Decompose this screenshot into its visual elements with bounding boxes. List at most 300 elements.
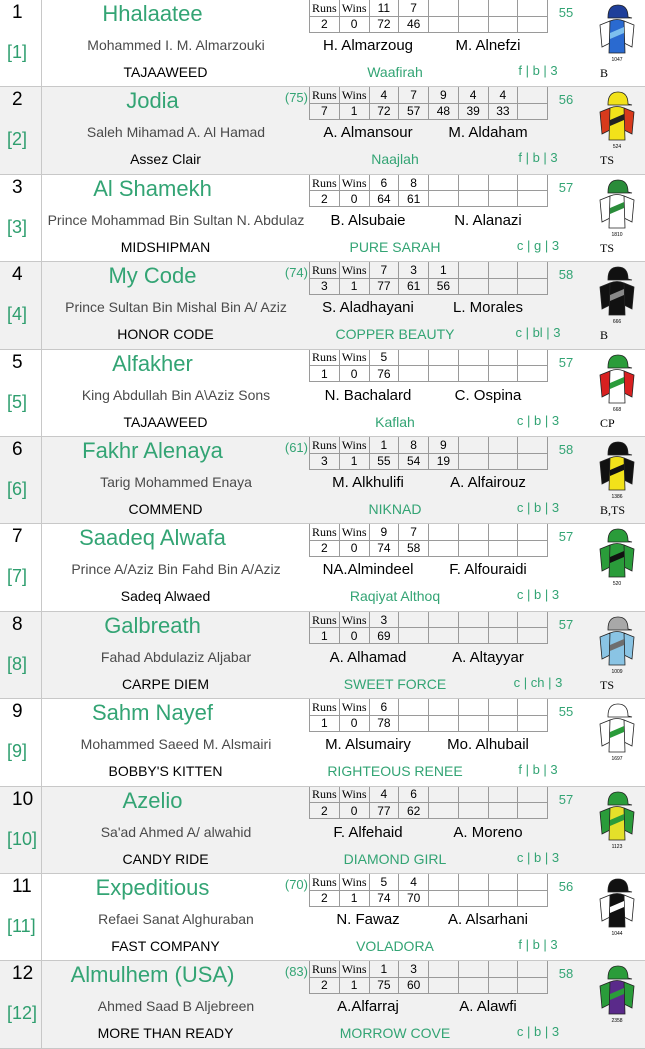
rating-cell: 54 — [399, 453, 429, 469]
position-cell: 9 — [429, 87, 459, 103]
trainer-name: M. Alkhulifi — [332, 474, 404, 491]
wins-label: Wins — [339, 961, 369, 977]
runner-row — [0, 350, 645, 437]
rating-cell — [399, 715, 429, 731]
weight: 55 — [558, 704, 574, 720]
runs-label: Runs — [310, 961, 340, 977]
runner-row — [0, 874, 645, 961]
silks-left-sleeve — [600, 633, 610, 659]
number-column — [0, 262, 42, 348]
dam-name: MORROW COVE — [339, 1025, 451, 1042]
sire-name: HONOR CODE — [117, 326, 214, 343]
position-cell — [399, 350, 429, 366]
silks-left-sleeve — [600, 458, 610, 484]
rating-cell: 77 — [369, 803, 399, 819]
silks-cap — [608, 529, 632, 542]
stats-header-row — [310, 262, 548, 278]
rating-cell — [458, 628, 488, 644]
weight: 57 — [558, 616, 574, 632]
rating-cell — [429, 977, 459, 993]
runs-label: Runs — [310, 350, 340, 366]
silks-left-sleeve — [600, 808, 610, 834]
draw-number: [9] — [7, 741, 28, 762]
rating-cell: 74 — [369, 540, 399, 556]
runner-number: 12 — [12, 963, 34, 985]
position-cell — [458, 699, 488, 715]
rating-cell — [429, 16, 459, 32]
runs-label: Runs — [310, 524, 340, 540]
trainer-name: NA.Almindeel — [322, 561, 414, 579]
rating-cell: 19 — [429, 453, 459, 469]
horse-name[interactable]: My Code — [108, 263, 197, 289]
sire-name: Sadeq Alwaed — [120, 588, 211, 605]
position-cell: 3 — [369, 612, 399, 628]
wins-label: Wins — [339, 0, 369, 16]
position-cell: 6 — [369, 175, 399, 191]
jockey-silks-icon — [596, 877, 638, 937]
wins-value: 1 — [339, 278, 369, 294]
position-cell — [488, 175, 518, 191]
rating-cell: 76 — [369, 366, 399, 382]
silks-right-sleeve — [624, 545, 634, 571]
silks-right-sleeve — [624, 982, 634, 1008]
position-cell: 4 — [488, 87, 518, 103]
position-cell — [429, 961, 459, 977]
position-cell — [518, 437, 548, 453]
runs-label: Runs — [310, 262, 340, 278]
rating-cell — [518, 890, 548, 906]
rating-cell — [488, 191, 518, 207]
position-cell: 3 — [399, 961, 429, 977]
draw-number: [6] — [7, 479, 28, 499]
trainer-name: A. Almansour — [323, 124, 413, 142]
position-cell — [488, 787, 518, 803]
wins-value: 0 — [339, 803, 369, 819]
runs-wins-table — [309, 699, 548, 732]
rating-cell: 69 — [369, 628, 399, 644]
silks-number: 1697 — [611, 756, 623, 763]
owner-name: Mohammed I. M. Almarzouki — [87, 37, 265, 53]
stats-header-row — [310, 350, 548, 366]
rating-cell — [458, 453, 488, 469]
wins-value: 0 — [339, 191, 369, 207]
weight: 57 — [558, 179, 574, 195]
draw-number: [10] — [7, 828, 38, 849]
wins-label: Wins — [339, 787, 369, 803]
wins-label: Wins — [339, 87, 369, 103]
position-cell — [429, 524, 459, 540]
jockey-silks-icon — [596, 964, 638, 1024]
rating-cell — [458, 16, 488, 32]
jockey-silks-icon — [596, 702, 638, 762]
sire-name: MORE THAN READY — [97, 1025, 234, 1042]
position-cell: 8 — [399, 175, 429, 191]
stats-value-row — [310, 803, 548, 819]
stats-header-row — [310, 961, 548, 977]
horse-name[interactable]: Saadeq Alwafa — [79, 525, 226, 551]
dam-name: Kaflah — [375, 413, 415, 430]
rating-cell — [518, 278, 548, 294]
silks-number: 1044 — [611, 931, 623, 937]
draw-number: [3] — [7, 216, 28, 237]
position-cell — [488, 262, 518, 278]
silks-left-sleeve — [600, 982, 610, 1008]
rating-cell: 74 — [369, 890, 399, 906]
stats-value-row — [310, 366, 548, 382]
runner-row — [0, 961, 645, 1048]
horse-name[interactable]: Sahm Nayef — [91, 700, 214, 726]
trainer-name: N. Bachalard — [324, 386, 412, 404]
silks-cap — [608, 792, 632, 805]
position-cell — [458, 262, 488, 278]
position-cell — [488, 961, 518, 977]
weight: 56 — [558, 879, 574, 894]
wins-value: 0 — [339, 628, 369, 644]
runner-number: 3 — [12, 176, 23, 198]
silks-right-sleeve — [624, 21, 634, 47]
equipment: CP — [600, 415, 615, 430]
position-cell: 4 — [399, 874, 429, 890]
silks-cap — [608, 966, 632, 979]
rating-cell — [458, 191, 488, 207]
rating-cell — [458, 803, 488, 819]
equipment: B,TS — [600, 503, 626, 517]
position-cell: 9 — [369, 524, 399, 540]
jockey-silks-icon — [596, 353, 638, 413]
silks-number: 1810 — [611, 231, 623, 238]
wins-label: Wins — [339, 699, 369, 715]
horse-name[interactable]: Fakhr Alenaya — [82, 438, 223, 463]
trainer-name: A.Alfarraj — [337, 998, 399, 1016]
runs-value: 2 — [310, 803, 340, 819]
rating-cell — [518, 191, 548, 207]
runs-wins-table — [309, 787, 548, 820]
draw-number: [12] — [7, 1003, 38, 1024]
position-cell — [488, 350, 518, 366]
rating-cell — [518, 803, 548, 819]
rating-cell — [429, 540, 459, 556]
rating-cell: 60 — [399, 977, 429, 993]
position-cell: 1 — [369, 961, 399, 977]
runs-value: 7 — [310, 103, 340, 119]
jockey-silks-icon — [596, 440, 638, 500]
rating-cell — [458, 977, 488, 993]
rating-cell — [429, 715, 459, 731]
rating-cell: 33 — [488, 103, 518, 119]
jockey-silks-icon — [596, 527, 638, 587]
rating-cell — [429, 890, 459, 906]
jockey-name: M. Alnefzi — [455, 37, 521, 54]
sire-name: CARPE DIEM — [121, 675, 210, 692]
silks-left-sleeve — [600, 196, 610, 222]
rating-cell — [429, 191, 459, 207]
owner-name: King Abdullah Bin A\Aziz Sons — [81, 386, 271, 403]
stats-value-row — [310, 278, 548, 294]
position-cell — [429, 787, 459, 803]
position-cell — [518, 524, 548, 540]
silks-right-sleeve — [624, 808, 634, 834]
position-cell — [458, 437, 488, 453]
form-figures: c | bl | 3 — [515, 325, 561, 341]
stats-header-row — [310, 874, 548, 890]
jockey-name: A. Alawfi — [459, 998, 517, 1016]
position-cell — [518, 87, 548, 103]
rating-cell — [488, 278, 518, 294]
sire-name: TAJAAWEED — [123, 64, 208, 80]
runs-value: 3 — [310, 278, 340, 294]
runner-number: 9 — [12, 701, 23, 723]
horse-name[interactable]: Al Shamekh — [93, 175, 212, 201]
wins-label: Wins — [339, 874, 369, 890]
position-cell — [488, 0, 518, 16]
position-cell — [399, 612, 429, 628]
weight: 57 — [558, 791, 574, 807]
runner-number: 2 — [12, 89, 23, 111]
position-cell: 5 — [369, 350, 399, 366]
stats-value-row — [310, 977, 548, 993]
silks-cap — [608, 879, 632, 892]
horse-name[interactable]: Jodia — [126, 88, 179, 114]
draw-number: [4] — [7, 304, 28, 325]
silks-cap — [608, 617, 632, 630]
silks-right-sleeve — [624, 196, 634, 222]
runs-label: Runs — [310, 699, 340, 715]
runner-row — [0, 787, 645, 874]
wins-value: 0 — [339, 715, 369, 731]
silks-right-sleeve — [624, 108, 634, 134]
number-column — [0, 437, 42, 523]
silks-number: 666 — [612, 319, 622, 326]
rating-cell — [429, 803, 459, 819]
form-figures: f | b | 3 — [518, 63, 558, 78]
runs-label: Runs — [310, 87, 340, 103]
silks-left-sleeve — [600, 21, 610, 47]
position-cell — [518, 350, 548, 366]
rating-cell — [488, 366, 518, 382]
stats-header-row — [310, 787, 548, 803]
stats-value-row — [310, 628, 548, 644]
owner-name: Fahad Abdulaziz Aljabar — [100, 648, 252, 665]
silks-left-sleeve — [600, 720, 610, 746]
silks-number: 1009 — [611, 668, 623, 675]
position-cell: 3 — [399, 262, 429, 278]
position-cell: 4 — [369, 787, 399, 803]
runner-number: 4 — [12, 264, 23, 286]
runner-number: 1 — [12, 2, 23, 23]
equipment: TS — [600, 153, 615, 168]
rating-cell — [488, 16, 518, 32]
number-column — [0, 612, 42, 698]
silks-number: 1047 — [611, 57, 623, 63]
stats-header-row — [310, 699, 548, 715]
owner-name: Saleh Mihamad A. Al Hamad — [86, 124, 266, 141]
runs-value: 3 — [310, 453, 340, 469]
rating-cell: 62 — [399, 803, 429, 819]
horse-name[interactable]: Alfakher — [112, 350, 193, 376]
rating-cell: 39 — [458, 103, 488, 119]
weight: 55 — [558, 5, 574, 20]
rating: (70) — [284, 877, 308, 892]
stats-header-row — [310, 87, 548, 103]
jockey-name: L. Morales — [452, 299, 524, 317]
silks-left-sleeve — [600, 895, 610, 921]
trainer-name: S. Aladhayani — [322, 299, 414, 317]
rating-cell: 70 — [399, 890, 429, 906]
owner-name: Prince A/Aziz Bin Fahd Bin A/Aziz — [71, 561, 281, 578]
jockey-silks-icon — [596, 265, 638, 325]
runs-wins-table — [309, 350, 548, 383]
number-column — [0, 0, 42, 86]
position-cell: 5 — [369, 874, 399, 890]
silks-cap — [608, 355, 632, 368]
silks-left-sleeve — [600, 108, 610, 134]
equipment: TS — [600, 240, 615, 255]
runs-value: 2 — [310, 890, 340, 906]
runs-wins-table — [309, 524, 548, 557]
runs-wins-table — [309, 961, 548, 994]
rating-cell — [488, 715, 518, 731]
trainer-name: M. Alsumairy — [325, 736, 411, 754]
horse-name[interactable]: Almulhem (USA) — [70, 962, 235, 988]
trainer-name: N. Fawaz — [336, 911, 400, 928]
weight: 58 — [558, 267, 574, 283]
position-cell — [458, 175, 488, 191]
wins-value: 0 — [339, 540, 369, 556]
runner-row — [0, 175, 645, 262]
rating-cell — [518, 540, 548, 556]
owner-name: Sa'ad Ahmed A/ alwahid — [100, 823, 252, 840]
position-cell — [458, 524, 488, 540]
wins-value: 1 — [339, 103, 369, 119]
stats-value-row — [310, 191, 548, 207]
position-cell — [429, 350, 459, 366]
owner-name: Prince Mohammad Bin Sultan N. Abdulaz — [47, 211, 305, 228]
rating-cell — [399, 628, 429, 644]
position-cell — [458, 350, 488, 366]
number-column — [0, 874, 42, 960]
runs-wins-table — [309, 87, 548, 120]
horse-name[interactable]: Azelio — [122, 787, 183, 813]
runner-row — [0, 612, 645, 699]
stats-header-row — [310, 175, 548, 191]
form-figures: c | b | 3 — [516, 500, 560, 515]
position-cell — [458, 961, 488, 977]
silks-left-sleeve — [600, 283, 610, 309]
sire-name: TAJAAWEED — [123, 413, 208, 430]
rating-cell — [429, 628, 459, 644]
runs-label: Runs — [310, 175, 340, 191]
position-cell — [458, 612, 488, 628]
trainer-name: F. Alfehaid — [333, 823, 403, 841]
trainer-name: A. Alhamad — [329, 648, 407, 666]
runs-wins-table — [309, 874, 548, 907]
silks-number: 1386 — [611, 494, 623, 500]
rating-cell — [518, 16, 548, 32]
position-cell: 7 — [369, 262, 399, 278]
silks-number: 524 — [612, 144, 622, 151]
owner-name: Ahmed Saad B Aljebreen — [97, 998, 255, 1015]
sire-name: Assez Clair — [130, 151, 201, 168]
rating-cell: 61 — [399, 278, 429, 294]
silks-right-sleeve — [624, 283, 634, 309]
runs-value: 2 — [310, 16, 340, 32]
position-cell: 4 — [458, 87, 488, 103]
position-cell — [429, 0, 459, 16]
rating-cell: 46 — [399, 16, 429, 32]
silks-right-sleeve — [624, 720, 634, 746]
number-column — [0, 175, 42, 261]
wins-value: 0 — [339, 366, 369, 382]
horse-name[interactable]: Hhalaatee — [102, 1, 203, 26]
sire-name: CANDY RIDE — [122, 850, 209, 867]
draw-number: [8] — [7, 653, 28, 674]
weight: 57 — [558, 354, 574, 370]
rating-cell — [399, 366, 429, 382]
rating-cell — [488, 453, 518, 469]
stats-value-row — [310, 453, 548, 469]
rating: (83) — [284, 964, 308, 980]
runs-value: 1 — [310, 715, 340, 731]
position-cell: 6 — [399, 787, 429, 803]
wins-label: Wins — [339, 350, 369, 366]
horse-name[interactable]: Galbreath — [104, 612, 201, 638]
position-cell: 4 — [369, 87, 399, 103]
runner-number: 7 — [12, 526, 23, 548]
rating: (75) — [284, 90, 308, 106]
silks-right-sleeve — [624, 458, 634, 484]
jockey-silks-icon — [596, 90, 638, 150]
jockey-silks-icon — [596, 615, 638, 675]
rating-cell — [488, 803, 518, 819]
position-cell — [399, 699, 429, 715]
position-cell — [488, 874, 518, 890]
runner-number: 8 — [12, 613, 23, 635]
wins-label: Wins — [339, 262, 369, 278]
position-cell — [458, 874, 488, 890]
position-cell — [429, 175, 459, 191]
wins-value: 1 — [339, 890, 369, 906]
stats-value-row — [310, 16, 548, 32]
position-cell: 8 — [399, 437, 429, 453]
runs-value: 1 — [310, 366, 340, 382]
rating-cell: 57 — [399, 103, 429, 119]
wins-value: 1 — [339, 453, 369, 469]
silks-number: 2358 — [611, 1018, 623, 1025]
form-figures: f | b | 3 — [518, 762, 558, 778]
number-column — [0, 787, 42, 873]
stats-value-row — [310, 103, 548, 119]
horse-name[interactable]: Expeditious — [95, 875, 210, 900]
form-figures: f | b | 3 — [518, 150, 558, 166]
position-cell: 6 — [369, 699, 399, 715]
position-cell — [488, 437, 518, 453]
position-cell: 1 — [429, 262, 459, 278]
position-cell — [518, 612, 548, 628]
runs-wins-table — [309, 262, 548, 295]
silks-right-sleeve — [624, 895, 634, 921]
sire-name: FAST COMPANY — [111, 938, 220, 954]
position-cell: 7 — [399, 87, 429, 103]
runs-label: Runs — [310, 0, 340, 16]
rating-cell: 48 — [429, 103, 459, 119]
owner-name: Mohammed Saeed M. Alsmairi — [80, 736, 272, 753]
jockey-name: C. Ospina — [454, 386, 522, 404]
jockey-name: M. Aldaham — [448, 124, 528, 142]
runner-number: 10 — [12, 788, 34, 810]
silks-cap — [608, 5, 632, 18]
silks-cap — [608, 442, 632, 455]
rating-cell: 78 — [369, 715, 399, 731]
